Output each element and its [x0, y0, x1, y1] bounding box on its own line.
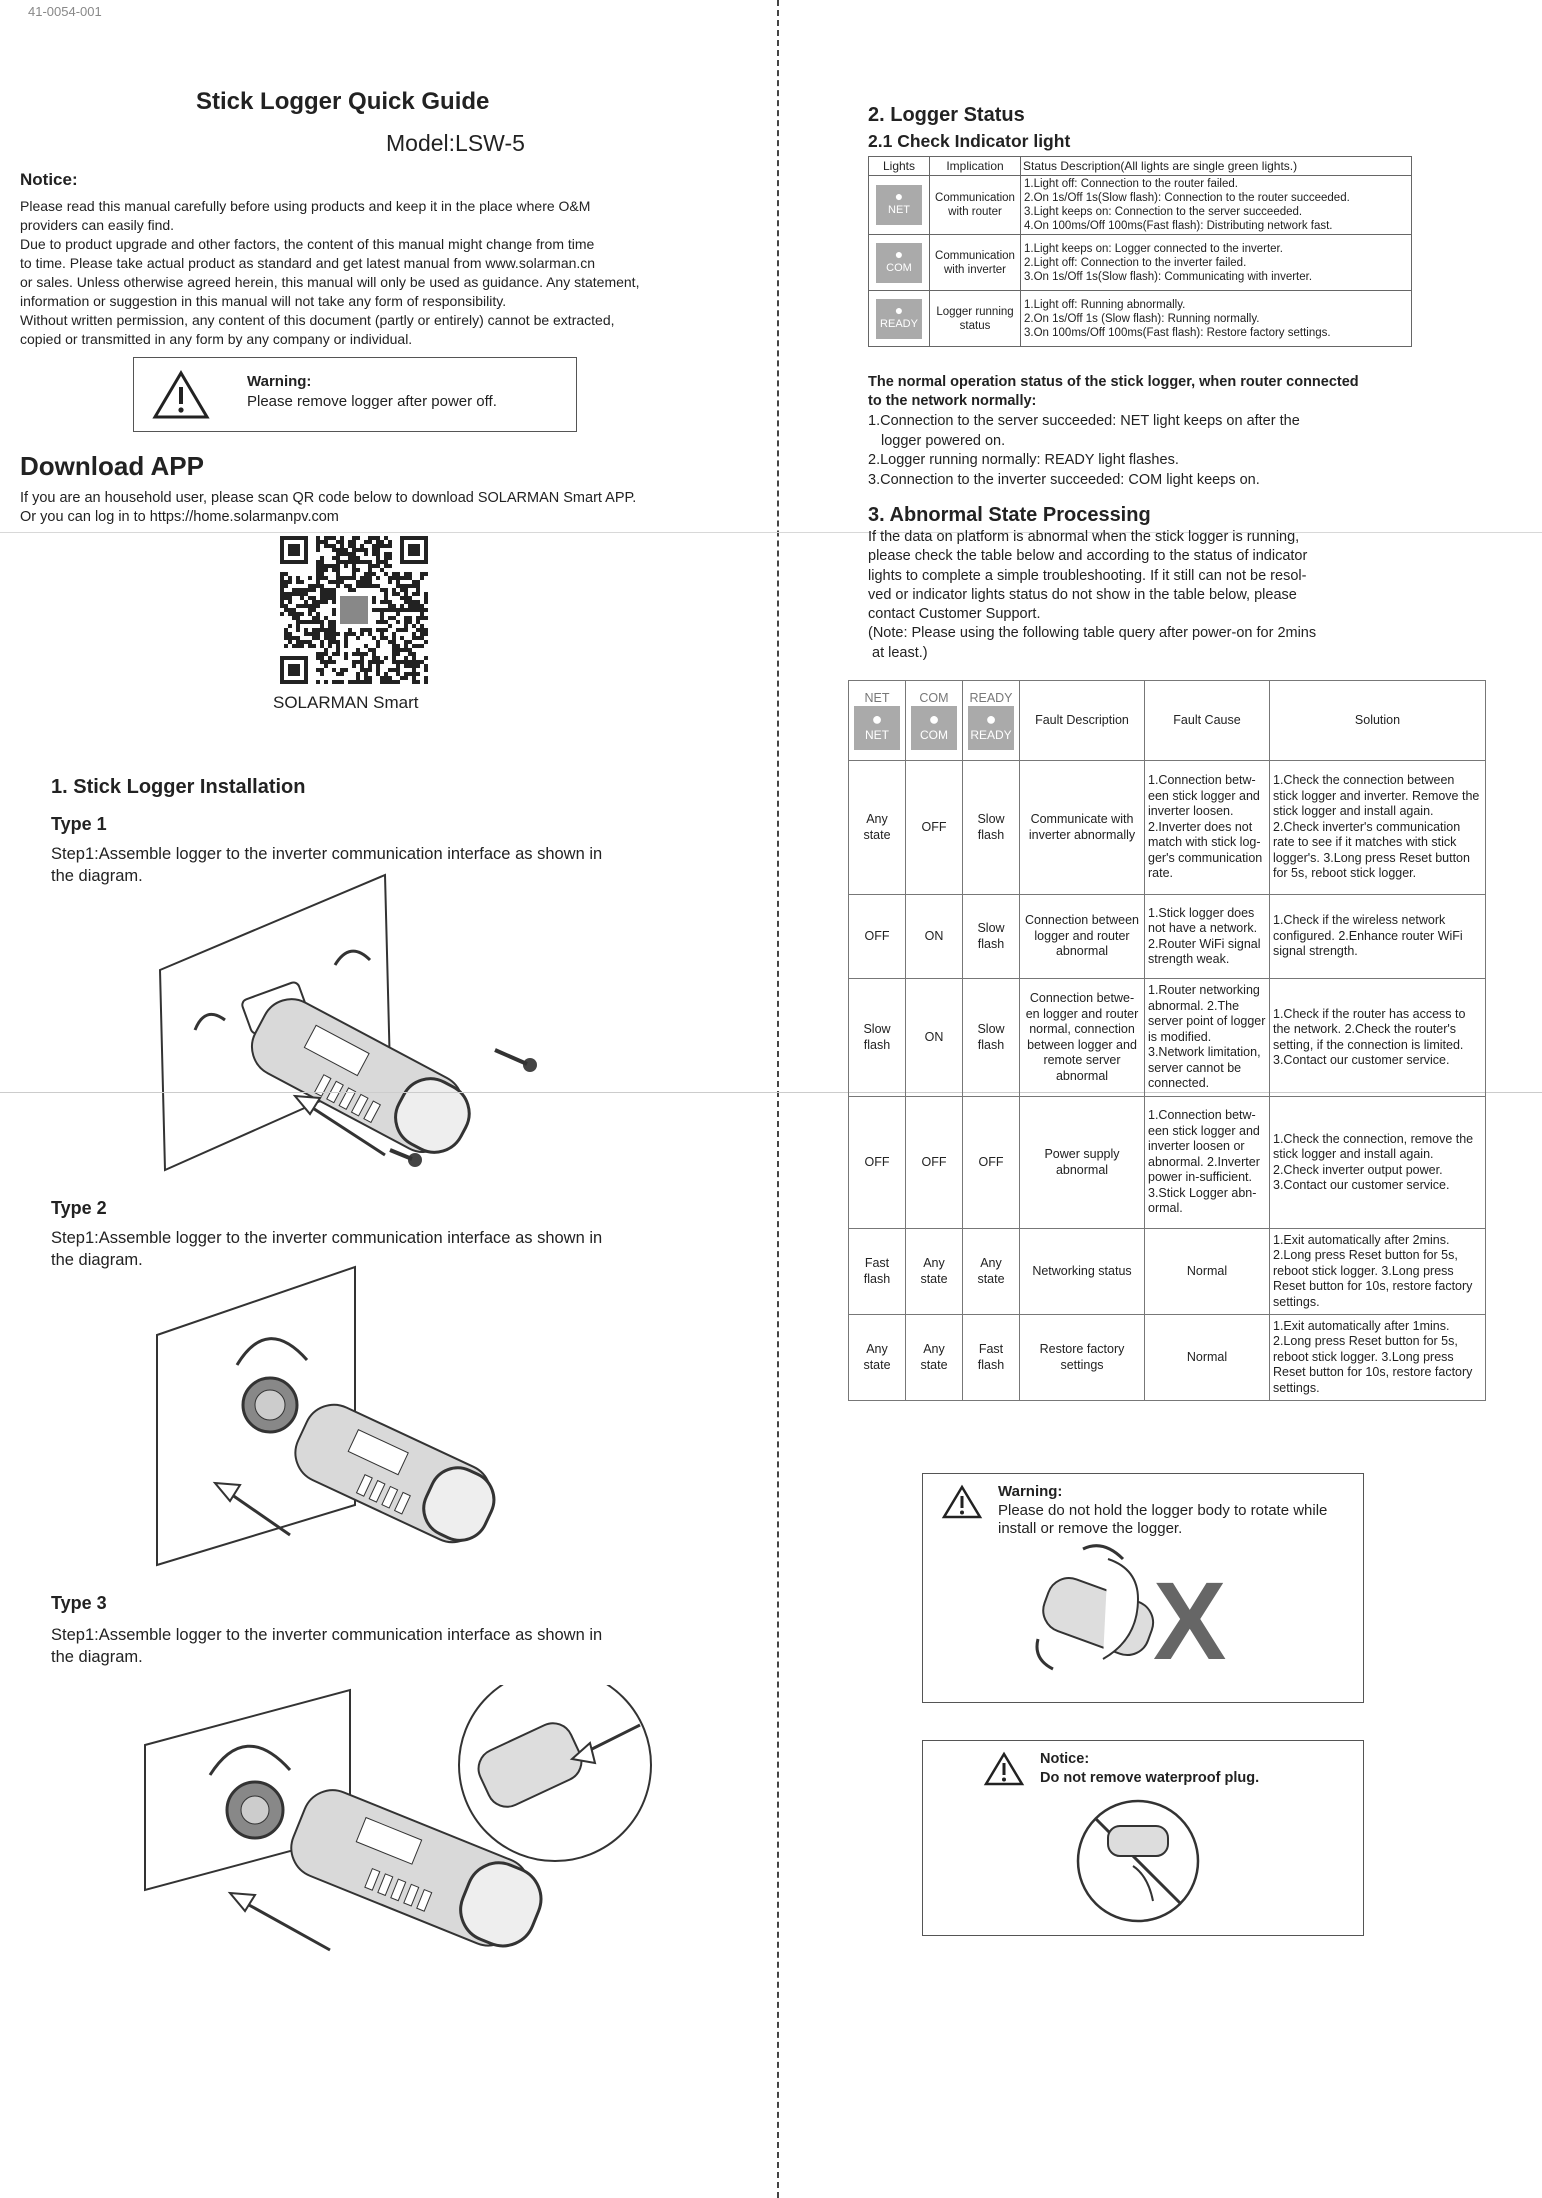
- notice-text: [20, 197, 740, 349]
- warning-line: install or remove the logger.: [998, 1520, 1183, 1537]
- type3-install-diagram: [140, 1685, 660, 1970]
- abnormal-line: contact Customer Support.: [868, 606, 1041, 623]
- notice-line: Please read this manual carefully before using products and keep it in the place where O&M: [20, 198, 591, 214]
- normal-operation-title: [868, 373, 1359, 411]
- net-light-icon: ● NET: [876, 185, 922, 225]
- com-cell: ON: [906, 895, 963, 979]
- no-remove-plug-icon: [1073, 1796, 1203, 1926]
- step-line: the diagram.: [51, 1648, 143, 1666]
- step-line: the diagram.: [51, 1251, 143, 1269]
- com-cell: Any state: [906, 1229, 963, 1315]
- table-header-row: [849, 681, 1486, 761]
- normal-line: logger powered on.: [881, 432, 1006, 449]
- ready-cell: Fast flash: [963, 1315, 1020, 1401]
- indicator-light-table: [868, 156, 1412, 347]
- abnormal-line: at least.): [872, 644, 928, 661]
- normal-line: 1.Connection to the server succeeded: NET light keeps on after the: [868, 413, 1300, 429]
- desc-line: 3.On 1s/Off 1s(Slow flash): Communicating with inverter.: [1024, 270, 1313, 283]
- ready-light-icon: ● READY: [876, 299, 922, 339]
- abnormal-line: (Note: Please using the following table query after power-on for 2mins: [868, 625, 1317, 642]
- table-header: Lights: [869, 157, 930, 176]
- install-heading: 1. Stick Logger Installation: [51, 776, 306, 798]
- abnormal-line: please check the table below and according to the status of indicator: [868, 548, 1308, 565]
- solution-cell: 1.Check the connection between stick logger and inverter. Remove the stick logger and install again. 2.Check inverter's communication rate to see if it matches with stick logger's. 3.Long press Reset button for 5s, reboot stick logger.: [1270, 761, 1486, 895]
- cause-cell: 1.Connection betw-een stick logger and inverter loosen. 2.Inverter does not match with stick log-ger's communication rate.: [1145, 761, 1270, 895]
- abnormal-state-table: [848, 680, 1486, 1401]
- ready-cell: Any state: [963, 1229, 1020, 1315]
- desc-line: 2.On 1s/Off 1s (Slow flash): Running normally.: [1024, 312, 1260, 325]
- table-row: [849, 1315, 1486, 1401]
- step-line: Step1:Assemble logger to the inverter communication interface as shown in: [51, 845, 603, 863]
- desc-line: 3.Light keeps on: Connection to the server succeeded.: [1024, 206, 1303, 218]
- desc-line: 2.Light off: Connection to the inverter failed.: [1024, 256, 1247, 269]
- net-cell: Any state: [849, 1315, 906, 1401]
- table-row: [849, 1097, 1486, 1229]
- cause-header: Fault Cause: [1145, 681, 1270, 761]
- desc-line: 1.Light keeps on: Logger connected to the inverter.: [1024, 242, 1283, 255]
- qr-code-image: [280, 536, 428, 684]
- solution-cell: 1.Check the connection, remove the stick logger and install again. 2.Check inverter output power. 3.Contact our customer service.: [1270, 1097, 1486, 1229]
- warning-title: Warning:: [998, 1483, 1063, 1500]
- normal-line: 2.Logger running normally: READY light flashes.: [868, 452, 1179, 468]
- net-cell: OFF: [849, 895, 906, 979]
- notice-title: Notice:: [1040, 1751, 1090, 1767]
- document-id: 41-0054-001: [28, 4, 102, 19]
- fault-header: Fault Description: [1020, 681, 1145, 761]
- notice-heading: Notice:: [20, 170, 78, 189]
- normal-line: 3.Connection to the inverter succeeded: COM light keeps on.: [868, 471, 1260, 488]
- type2-install-diagram: [155, 1265, 555, 1595]
- table-row: [849, 1229, 1486, 1315]
- type1-title: Type 1: [51, 814, 107, 834]
- desc-line: 1.Light off: Connection to the router failed.: [1024, 178, 1238, 190]
- step-line: Step1:Assemble logger to the inverter communication interface as shown in: [51, 1229, 603, 1247]
- waterproof-notice-box: [922, 1740, 1364, 1936]
- warning-box: [133, 357, 577, 432]
- desc-line: 2.On 1s/Off 1s(Slow flash): Connection to the router succeeded.: [1024, 192, 1350, 204]
- cause-cell: 1.Connection betw-een stick logger and inverter loosen or abnormal. 2.Inverter power in-sufficient. 3.Stick Logger abn-ormal.: [1145, 1097, 1270, 1229]
- net-cell: Fast flash: [849, 1229, 906, 1315]
- download-heading: Download APP: [20, 451, 204, 481]
- download-line: Or you can log in to https://home.solarmanpv.com: [20, 509, 339, 525]
- net-cell: Slow flash: [849, 979, 906, 1097]
- table-row: [849, 895, 1486, 979]
- download-text: [20, 489, 740, 527]
- type3-step: [51, 1624, 602, 1668]
- notice-line: to time. Please take actual product as standard and get latest manual from www.solarman.cn: [20, 255, 596, 271]
- normal-title-line: to the network normally:: [868, 393, 1037, 409]
- light-cell: [869, 291, 930, 347]
- implication-cell: Communication with inverter: [930, 235, 1021, 291]
- notice-line: providers can easily find.: [20, 217, 175, 233]
- com-light-icon: ● COM: [911, 706, 957, 750]
- fault-cell: Power supply abnormal: [1020, 1097, 1145, 1229]
- net-light-icon: ● NET: [854, 706, 900, 750]
- fault-cell: Restore factory settings: [1020, 1315, 1145, 1401]
- com-cell: OFF: [906, 761, 963, 895]
- solution-cell: 1.Exit automatically after 1mins. 2.Long press Reset button for 5s, reboot stick logger. 3.Long press Reset button for 10s, restore factory settings.: [1270, 1315, 1486, 1401]
- desc-line: 4.On 100ms/Off 100ms(Fast flash): Distributing network fast.: [1024, 220, 1333, 232]
- abnormal-intro: [868, 528, 1316, 663]
- type3-title: Type 3: [51, 1593, 107, 1613]
- net-cell: Any state: [849, 761, 906, 895]
- desc-cell: [1021, 291, 1412, 347]
- ready-cell: Slow flash: [963, 895, 1020, 979]
- implication-cell: Logger running status: [930, 291, 1021, 347]
- rotate-warning-box: [922, 1473, 1364, 1703]
- qr-caption: SOLARMAN Smart: [273, 693, 419, 712]
- model-number: Model:LSW-5: [386, 130, 525, 156]
- step-line: Step1:Assemble logger to the inverter communication interface as shown in: [51, 1626, 603, 1644]
- abnormal-heading: 3. Abnormal State Processing: [868, 504, 1151, 526]
- ready-cell: OFF: [963, 1097, 1020, 1229]
- fault-cell: Connection between logger and router abnormal: [1020, 895, 1145, 979]
- com-light-icon: ● COM: [876, 243, 922, 283]
- desc-cell: [1021, 176, 1412, 235]
- ready-header: READY ● READY: [963, 681, 1020, 761]
- fault-cell: Communicate with inverter abnormally: [1020, 761, 1145, 895]
- solution-cell: 1.Exit automatically after 2mins. 2.Long press Reset button for 5s, reboot stick logger. 3.Long press Reset button for 10s, restore factory settings.: [1270, 1229, 1486, 1315]
- notice-line: information or suggestion in this manual will not take any form of responsibility.: [20, 293, 507, 309]
- warning-icon: [152, 370, 210, 420]
- cause-cell: Normal: [1145, 1229, 1270, 1315]
- notice-line: Without written permission, any content of this document (partly or entirely) cannot be extracted,: [20, 312, 615, 328]
- ready-cell: Slow flash: [963, 979, 1020, 1097]
- fold-line-vertical: [777, 0, 779, 2198]
- step-line: the diagram.: [51, 867, 143, 885]
- desc-line: 3.On 100ms/Off 100ms(Fast flash): Restore factory settings.: [1024, 326, 1331, 339]
- abnormal-line: lights to complete a simple troubleshooting. If it still can not be resol-: [868, 567, 1307, 584]
- warning-line: Please do not hold the logger body to rotate while: [998, 1502, 1328, 1519]
- light-cell: [869, 176, 930, 235]
- ready-light-icon: ● READY: [968, 706, 1014, 750]
- type2-title: Type 2: [51, 1198, 107, 1218]
- table-header: Status Description(All lights are single green lights.): [1021, 157, 1412, 176]
- com-cell: ON: [906, 979, 963, 1097]
- notice-text: Do not remove waterproof plug.: [1040, 1770, 1260, 1786]
- table-header-row: [869, 157, 1412, 176]
- warning-title: Warning:: [247, 373, 312, 390]
- fault-cell: Connection betwe-en logger and router normal, connection between logger and remote server abnormal: [1020, 979, 1145, 1097]
- abnormal-line: If the data on platform is abnormal when the stick logger is running,: [868, 529, 1300, 545]
- ready-cell: Slow flash: [963, 761, 1020, 895]
- svg-text:X: X: [1153, 1560, 1227, 1683]
- warning-icon: [983, 1751, 1025, 1787]
- warning-text: Please remove logger after power off.: [247, 393, 497, 410]
- abnormal-line: ved or indicator lights status do not show in the table below, please: [868, 586, 1297, 603]
- solution-cell: 1.Check if the wireless network configured. 2.Enhance router WiFi signal strength.: [1270, 895, 1486, 979]
- com-cell: Any state: [906, 1315, 963, 1401]
- table-row: [869, 291, 1412, 347]
- normal-title-line: The normal operation status of the stick logger, when router connected: [868, 374, 1359, 390]
- warning-text: [998, 1502, 1327, 1538]
- indicator-subheading: 2.1 Check Indicator light: [868, 131, 1071, 151]
- download-line: If you are an household user, please scan QR code below to download SOLARMAN Smart APP.: [20, 490, 637, 506]
- net-header: NET ● NET: [849, 681, 906, 761]
- cause-cell: 1.Stick logger does not have a network. 2.Router WiFi signal strength weak.: [1145, 895, 1270, 979]
- table-row: [869, 176, 1412, 235]
- light-cell: [869, 235, 930, 291]
- net-cell: OFF: [849, 1097, 906, 1229]
- table-header: Implication: [930, 157, 1021, 176]
- cause-cell: 1.Router networking abnormal. 2.The server point of logger is modified. 3.Network limitation, server cannot be connected.: [1145, 979, 1270, 1097]
- table-row: [849, 979, 1486, 1097]
- table-row: [849, 761, 1486, 895]
- desc-line: 1.Light off: Running abnormally.: [1024, 298, 1186, 311]
- com-header: COM ● COM: [906, 681, 963, 761]
- logger-status-heading: 2. Logger Status: [868, 104, 1025, 126]
- normal-operation-list: [868, 412, 1300, 490]
- page-title: Stick Logger Quick Guide: [196, 88, 490, 115]
- desc-cell: [1021, 235, 1412, 291]
- com-cell: OFF: [906, 1097, 963, 1229]
- implication-cell: Communication with router: [930, 176, 1021, 235]
- notice-line: or sales. Unless otherwise agreed herein, this manual will only be used as guidance. Any statement,: [20, 274, 640, 290]
- notice-line: Due to product upgrade and other factors, the content of this manual might change from time: [20, 236, 595, 252]
- fault-cell: Networking status: [1020, 1229, 1145, 1315]
- cause-cell: Normal: [1145, 1315, 1270, 1401]
- table-row: [869, 235, 1412, 291]
- type1-install-diagram: [155, 870, 575, 1190]
- warning-icon: [941, 1484, 983, 1520]
- solution-header: Solution: [1270, 681, 1486, 761]
- solution-cell: 1.Check if the router has access to the network. 2.Check the router's setting, if the connection is limited. 3.Contact our customer service.: [1270, 979, 1486, 1097]
- hand-rotate-prohibited-icon: [1023, 1539, 1263, 1689]
- notice-line: copied or transmitted in any form by any company or individual.: [20, 331, 413, 347]
